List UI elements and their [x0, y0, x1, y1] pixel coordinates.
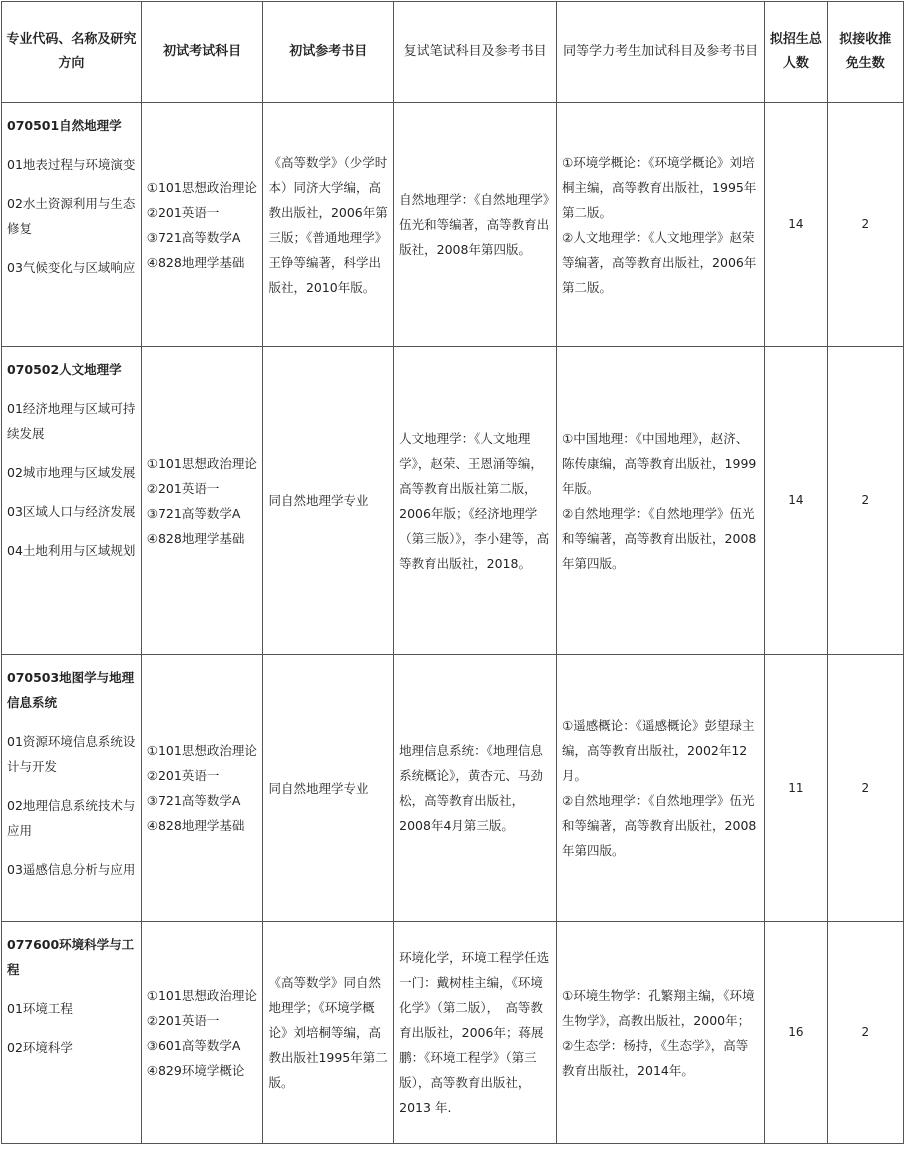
subject: ②201英语一 — [146, 768, 220, 783]
equiv-cell — [557, 922, 765, 1144]
direction: 01环境工程 — [7, 1001, 73, 1016]
ref-cell — [263, 103, 394, 347]
subject: ③721高等数学A — [146, 229, 241, 245]
direction: 01经济地理与区域可持续发展 — [7, 401, 136, 441]
subject: ②201英语一 — [146, 1012, 220, 1028]
header-exam-subjects: 初试考试科目 — [141, 2, 263, 103]
ref-text: 《高等数学》同自然地理学；《环境学概论》刘培桐等编，高教出版社1995年第二版。 — [268, 975, 388, 1090]
subject: ①101思想政治理论 — [146, 987, 257, 1003]
subject: ②201英语一 — [146, 204, 220, 220]
direction: 03区域人口与经济发展 — [7, 504, 136, 519]
subject: ④828地理学基础 — [146, 818, 245, 833]
direction: 04土地利用与区域规划 — [7, 543, 136, 558]
major-code: 070502人文地理学 — [7, 362, 122, 377]
subject: ①101思想政治理论 — [146, 743, 257, 758]
equiv-item: ①遥感概论：《遥感概论》彭望琭主编，高等教育出版社，2002年12月。 — [562, 718, 755, 783]
table-row — [2, 103, 904, 347]
direction: 01地表过程与环境演变 — [7, 157, 136, 172]
table-row — [2, 922, 904, 1144]
ref-cell — [263, 655, 394, 922]
header-equiv: 同等学力考生加试科目及参考书目 — [557, 2, 765, 103]
subject: ③601高等数学A — [146, 1037, 241, 1053]
ref-text: 同自然地理学专业 — [268, 780, 369, 796]
subject: ④828地理学基础 — [146, 254, 245, 270]
retest-cell — [394, 922, 557, 1144]
direction: 02地理信息系统技术与 应用 — [7, 798, 148, 838]
table-row — [2, 655, 904, 922]
ref-cell — [263, 347, 394, 655]
header-retest: 复试笔试科目及参考书目 — [394, 2, 557, 103]
direction: 02城市地理与区域发展 — [7, 465, 136, 480]
direction: 01资源环境信息系统设 计与开发 — [7, 734, 148, 774]
exempt-count: 2 — [827, 655, 903, 922]
direction: 02水土资源利用与生态修复 — [7, 196, 136, 236]
equiv-cell — [557, 347, 765, 655]
equiv-item: ②自然地理学：《自然地理学》伍光和等编著，高等教育出版社，2008年第四版。 — [562, 793, 757, 858]
direction: 03遥感信息分析与应用 — [7, 862, 136, 877]
retest-text: 人文地理学：《人文地理学》，赵荣、王恩涌等编，高等教育出版社第二版，2006年版；《经济地理学（第三版）》，李小建等，高等教育出版社，2018。 — [399, 430, 550, 571]
equiv-item: ①中国地理：《中国地理》，赵济、陈传康编，高等教育出版社，1999年版。 — [562, 430, 757, 496]
retest-cell — [394, 103, 557, 347]
enroll-count: 14 — [765, 347, 827, 655]
major-cell — [2, 347, 142, 655]
equiv-item: ①环境学概论：《环境学概论》刘培桐主编，高等教育出版社，1995年第二版。 — [562, 154, 757, 220]
subject: ③721高等数学A — [146, 793, 241, 808]
retest-text: 自然地理学：《自然地理学》伍光和等编著，高等教育出版社，2008年第四版。 — [399, 192, 550, 257]
equiv-cell — [557, 655, 765, 922]
ref-text: 同自然地理学专业 — [268, 493, 369, 508]
header-ref-books: 初试参考书目 — [263, 2, 394, 103]
retest-cell — [394, 655, 557, 922]
header-row — [2, 2, 904, 103]
header-major: 专业代码、名称及研究方向 — [2, 2, 142, 103]
enroll-count: 11 — [765, 655, 827, 922]
equiv-item: ②生态学：杨持，《生态学》，高等教育出版社，2014年。 — [562, 1037, 749, 1078]
major-code: 070503地图学与地理信息系统 — [7, 670, 135, 710]
subject: ③721高等数学A — [146, 505, 241, 521]
retest-text: 地理信息系统：《地理信息系统概论》，黄杏元、马劲松，高等教育出版社，2008年4月第三版。 — [399, 743, 543, 833]
table-row — [2, 347, 904, 655]
major-cell — [2, 655, 148, 922]
direction: 02环境科学 — [7, 1040, 73, 1055]
retest-text: 环境化学，环境工程学任选一门：戴树桂主编，《环境化学》（第二版）， 高等教育出版社，2006年；蒋展鹏：《环境工程学》（第三版），高等教育出版社，2013 年. — [399, 950, 550, 1115]
enroll-count: 16 — [765, 922, 827, 1144]
subject: ①101思想政治理论 — [146, 179, 257, 195]
major-code: 070501自然地理学 — [7, 118, 122, 133]
equiv-item: ①环境生物学：孔繁翔主编，《环境生物学》，高教出版社，2000年； — [562, 987, 755, 1028]
subjects-cell — [141, 922, 263, 1144]
ref-text: 《高等数学》（少学时本）同济大学编，高教出版社，2006年第三版；《普通地理学》王铮等编著，科学出版社，2010年版。 — [268, 154, 388, 295]
subject: ②201英语一 — [146, 480, 220, 496]
major-code: 077600环境科学与工程 — [7, 937, 135, 977]
subject: ①101思想政治理论 — [146, 455, 257, 471]
exempt-count: 2 — [827, 922, 903, 1144]
retest-cell — [394, 347, 557, 655]
equiv-item: ②人文地理学：《人文地理学》赵荣等编著，高等教育出版社，2006年第二版。 — [562, 229, 757, 295]
equiv-cell — [557, 103, 765, 347]
subject: ④828地理学基础 — [146, 530, 245, 546]
exempt-count: 2 — [827, 103, 903, 347]
subjects-cell — [141, 655, 263, 922]
header-enroll: 拟招生总人数 — [765, 2, 827, 103]
enroll-count: 14 — [765, 103, 827, 347]
subjects-cell — [141, 347, 263, 655]
subjects-cell — [141, 103, 263, 347]
major-cell — [2, 922, 142, 1144]
admissions-table — [1, 1, 904, 1144]
major-cell — [2, 103, 142, 347]
direction: 03气候变化与区域响应 — [7, 260, 136, 275]
header-exempt: 拟接收推免生数 — [827, 2, 903, 103]
equiv-item: ②自然地理学：《自然地理学》伍光和等编著，高等教育出版社，2008年第四版。 — [562, 505, 757, 571]
subject: ④829环境学概论 — [146, 1062, 245, 1078]
exempt-count: 2 — [827, 347, 903, 655]
ref-cell — [263, 922, 394, 1144]
